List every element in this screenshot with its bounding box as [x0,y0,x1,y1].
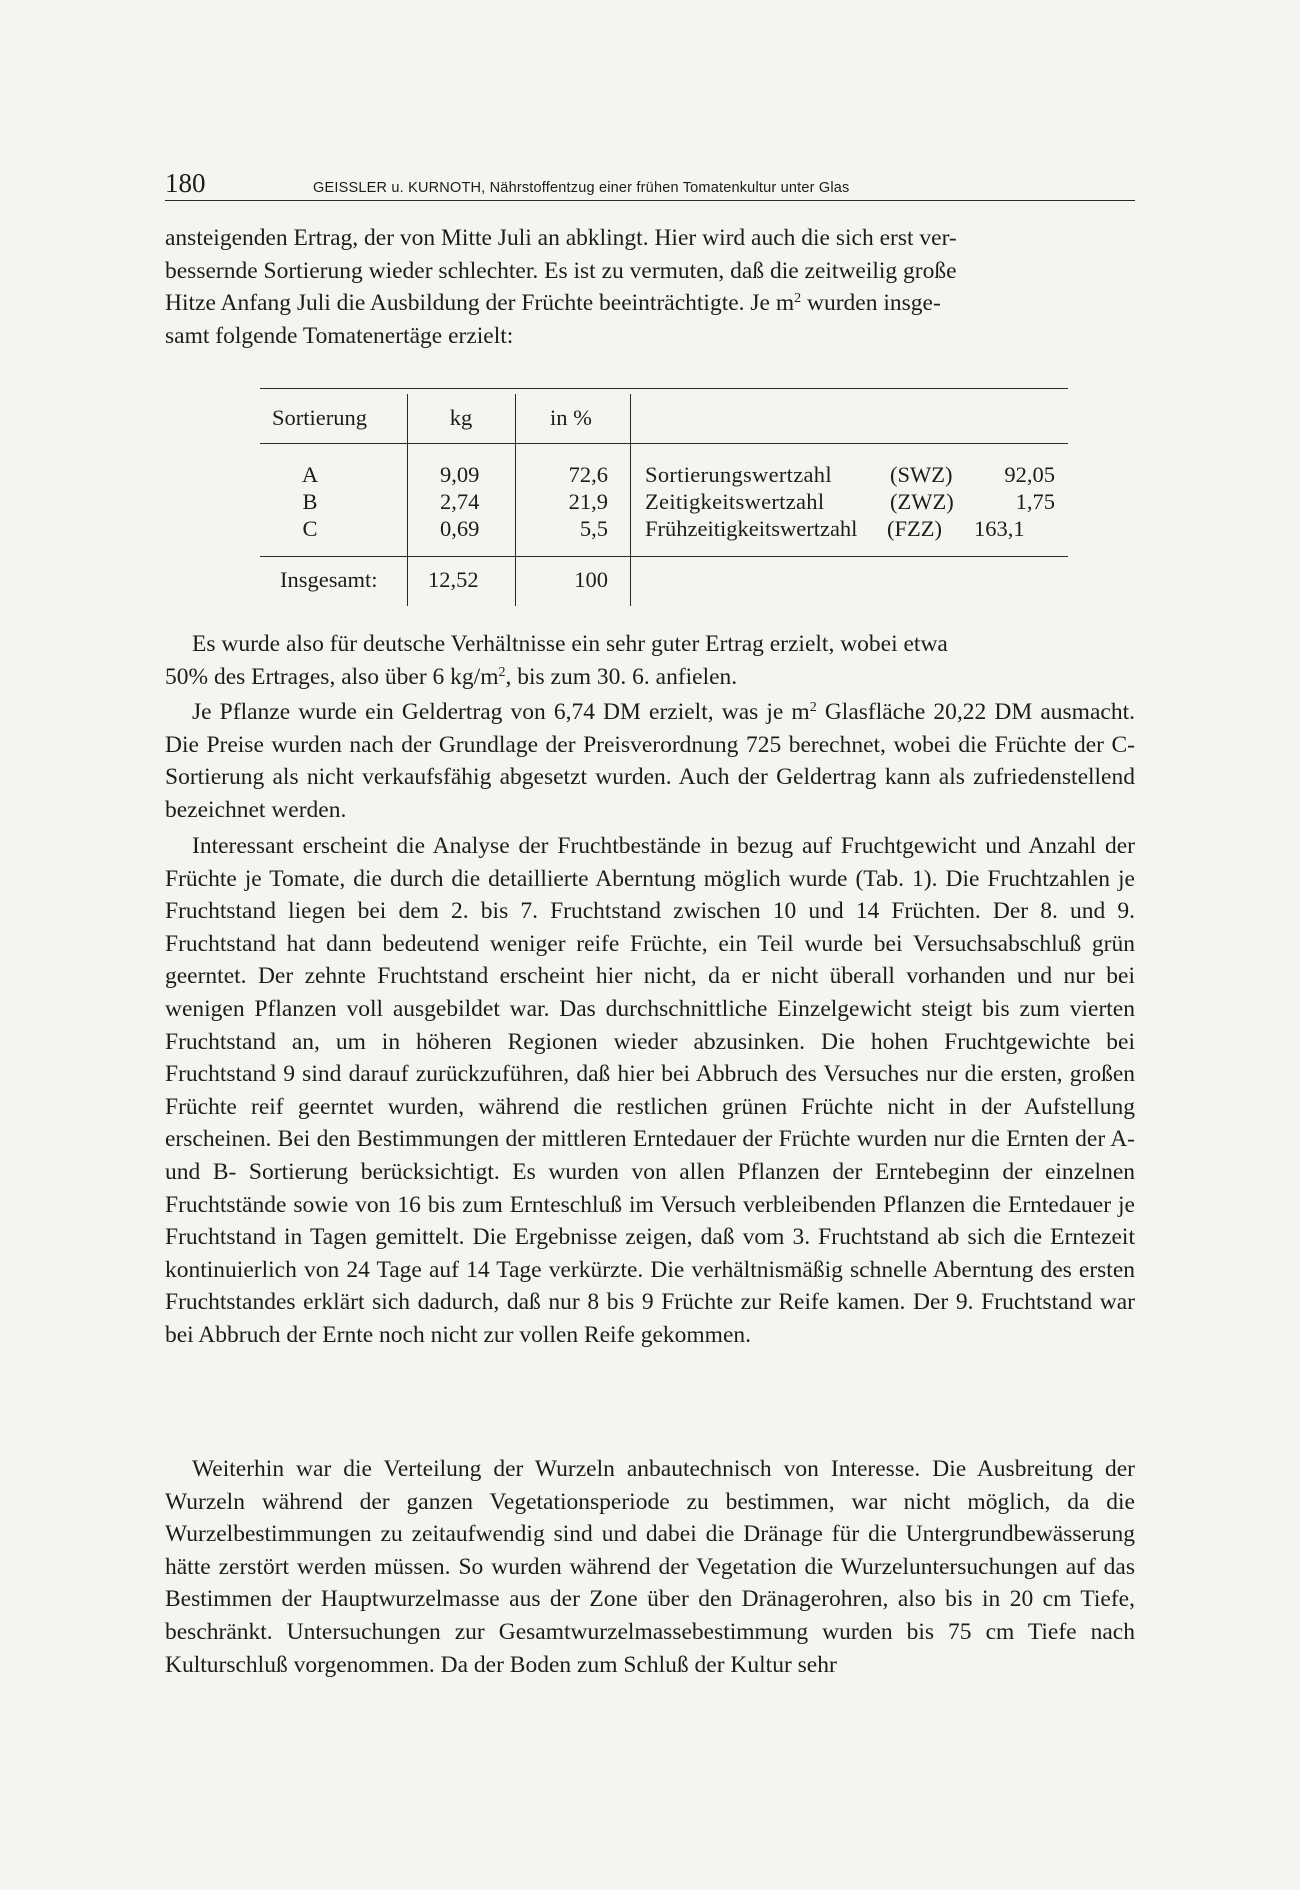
running-header [165,168,1135,199]
paragraph-4: Interessant erscheint die Analyse der Fruchtbestände in bezug auf Fruchtgewicht und Anzahl der Früchte je Tomate, die durch die detaillierte Aberntung möglich wurde (Tab. 1). Die Fruchtzahlen je Fruchtstand liegen bei dem 2. bis 7. Fruchtstand zwischen 10 und 14 Früchten. Der 8. und 9. Fruchtstand hat dann bedeutend weniger reife Früchte, ein Teil wurde bei Versuchsabschluß grün geerntet. Der zehnte Fruchtstand erscheint hier nicht, da er nicht überall vorhanden und nur bei wenigen Pflanzen voll ausgebildet war. Das durchschnittliche Einzelgewicht steigt bis zum vierten Fruchtstand an, um in höheren Regionen wieder abzusinken. Die hohen Fruchtgewichte bei Fruchtstand 9 sind darauf zurückzuführen, daß hier bei Abbruch des Versuches nur die ersten, großen Früchte reif geerntet wurden, während die restlichen grünen Früchte nicht in der Aufstellung erscheinen. Bei den Bestimmungen der mittleren Erntedauer der Früchte wurden nur die Ernten der A- und B- Sortierung berücksichtigt. Es wurden von allen Pflanzen der Erntebeginn der einzelnen Fruchtstände sowie von 16 bis zum Ernteschluß im Versuch verbleibenden Pflanzen die Erntedauer je Fruchtstand in Tagen gemittelt. Die Ergebnisse zeigen, daß vom 3. Fruchtstand ab sich die Erntezeit kontinuierlich von 24 Tage auf 14 Tage verkürzte. Die verhältnismäßig schnelle Aberntung des ersten Fruchtstandes erklärt sich dadurch, daß nur 8 bis 9 Früchte zur Reife kamen. Der 9. Fruchtstand war bei Abbruch der Ernte noch nicht zur vollen Reife gekommen. [165,833,1135,1348]
paragraph-2-line-2a: 50% des Ertrages, also über 6 kg/m [165,663,499,690]
superscript-2: 2 [809,700,817,715]
superscript-2: 2 [498,664,506,680]
paragraph-1-line-3b: wurden insge- [801,290,941,317]
paragraph-1-line-4: samt folgende Tomatenertäge erzielt: [165,322,514,349]
page-number: 180 [165,168,206,198]
paragraph-1-line-2: bessernde Sortierung wieder schlechter. Es ist zu vermuten, daß die zeitweilig große [165,257,957,284]
paragraph-3-line-1b: Glasfläche [816,699,926,725]
table-row-sort: B [302,489,318,514]
paragraph-3-line-1a: Je Pflanze wurde ein Geldertrag von 6,74 DM erzielt, was je m [192,699,810,725]
paragraph-5: Weiterhin war die Verteilung der Wurzeln anbautechnisch von Interesse. Die Ausbreitung der Wurzeln während der ganzen Vegetationsperiode zu bestimmen, war nicht möglich, da die Wurzelbestimmungen zu zeitaufwendig sind und dabei die Dränage für die Untergrundbewässerung hätte zerstört werden müssen. So wurden während der Vegetation die Wurzeluntersuchungen auf das Bestimmen der Hauptwurzelmasse aus der Zone über den Dränagerohren, also bis in 20 cm Tiefe, beschränkt. Untersuchungen zur Gesamtwurzelmassebestimmung wurden bis 75 cm Tiefe nach Kulturschluß vorgenommen. Da der Boden zum Schluß der Kultur sehr [165,1456,1135,1678]
table-divider-2 [515,394,516,606]
yield-table [260,388,1068,602]
table-header-kg: kg [449,405,473,430]
paragraph-2-line-2b: , bis zum 30. 6. anfielen. [505,663,738,690]
paragraph-3 [165,696,1135,826]
table-row-value: 1,75 [1015,489,1055,514]
table-total-rule [260,556,1068,557]
table-row-percent: 72,6 [568,462,608,487]
paragraph-3-rest: 20,22 DM ausmacht. Die Preise wurden nach der Grundlage der Preisverordnung 725 berechnet, wobei die Früchte der C-Sortierung als nicht verkaufsfähig abgesetzt wurden. Auch der Geldertrag kann als zufriedenstellend bezeichnet werden. [165,699,1135,823]
table-row-kg: 9,09 [440,462,480,487]
table-row-abbr: (ZWZ) [890,489,954,514]
paragraph-1-line-1: ansteigenden Ertrag, der von Mitte Juli an abklingt. Hier wird auch die sich erst ver- [165,225,957,251]
table-row-abbr: (SWZ) [890,462,953,487]
table-row-abbr: (FZZ) [887,516,942,541]
table-row-sort: C [302,516,318,541]
table-row-sort: A [301,462,319,487]
paragraph-2-line-1: Es wurde also für deutsche Verhältnisse ein sehr guter Ertrag erzielt, wobei etwa [192,631,948,657]
table-row-value: 163,1 [974,516,1025,541]
paragraph-2 [165,628,1135,693]
paragraph-1 [165,222,1135,352]
table-row-kg: 0,69 [440,516,480,541]
table-row-percent: 21,9 [568,489,608,514]
running-title: GEISSLER u. KURNOTH, Nährstoffentzug einer frühen Tomatenkultur unter Glas [313,180,850,196]
table-row-label: Sortierungswertzahl [645,462,832,487]
table-row-value: 92,05 [1004,462,1055,487]
table-header-sortierung: Sortierung [272,405,367,430]
table-row-label: Zeitigkeitswertzahl [645,489,825,514]
table-row-kg: 2,74 [440,489,480,514]
table-total-percent: 100 [574,567,608,592]
table-total-kg: 12,52 [428,567,479,592]
table-row-label: Frühzeitigkeitswertzahl [645,516,858,541]
table-total-label: Insgesamt: [280,567,378,592]
table-top-rule [260,388,1068,389]
header-rule [165,200,1135,201]
table-header-rule [260,443,1068,444]
table-divider-3 [630,394,631,606]
table-header-percent: in % [550,405,592,430]
superscript-2: 2 [794,291,802,307]
table-row-percent: 5,5 [579,516,608,541]
paragraph-1-line-3a: Hitze Anfang Juli die Ausbildung der Früchte beeinträchtigte. Je m [165,290,795,317]
